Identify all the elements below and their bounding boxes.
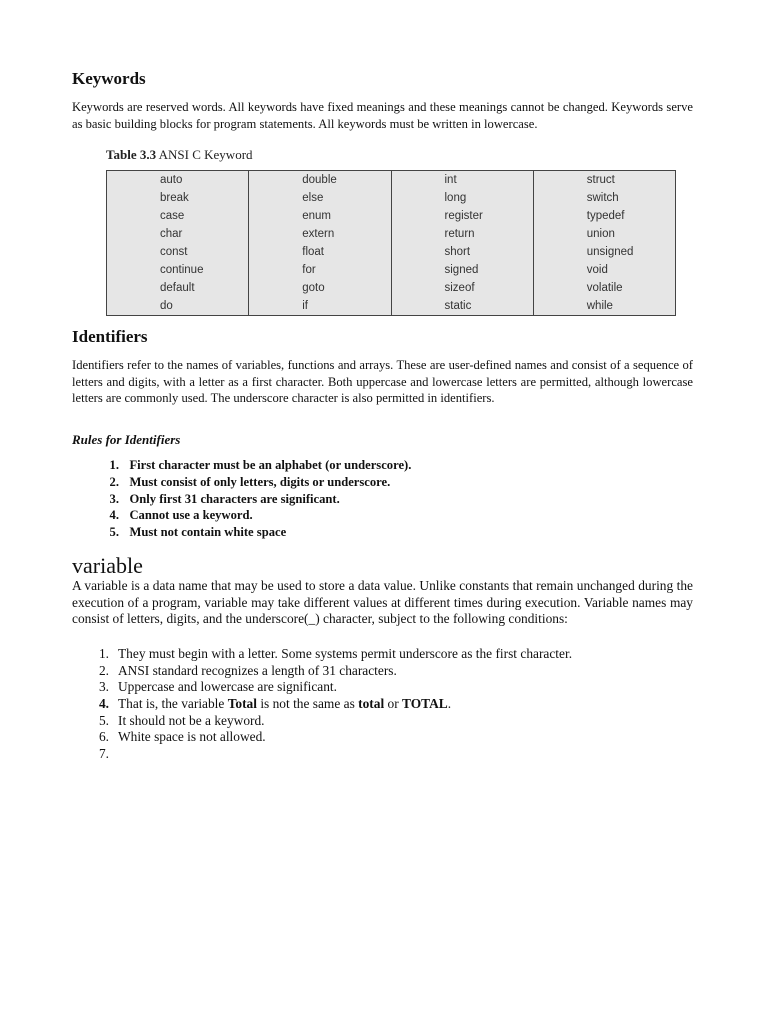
list-item: 3. Uppercase and lowercase are significant.: [98, 679, 337, 695]
table-cell: float: [249, 243, 391, 261]
table-cell: else: [249, 189, 391, 207]
rules-list: [72, 457, 411, 541]
table-cell: break: [107, 189, 249, 207]
table-cell: auto: [107, 171, 249, 190]
table-cell: if: [249, 297, 391, 316]
table-cell: return: [391, 225, 533, 243]
rules-heading: Rules for Identifiers: [72, 432, 181, 447]
table-row: [107, 189, 676, 207]
conditions-list: [72, 646, 572, 763]
table-cell: void: [533, 261, 675, 279]
table-cell: sizeof: [391, 279, 533, 297]
table-cell: short: [391, 243, 533, 261]
table-row: [107, 225, 676, 243]
table-cell: default: [107, 279, 249, 297]
table-cell: double: [249, 171, 391, 190]
table-row: [107, 297, 676, 316]
list-item: 4. Cannot use a keyword.: [109, 508, 253, 523]
table-cell: goto: [249, 279, 391, 297]
table-cell: long: [391, 189, 533, 207]
table-cell: const: [107, 243, 249, 261]
table-caption-title: ANSI C Keyword: [158, 147, 253, 162]
list-item: 3. Only first 31 characters are significant.: [109, 491, 340, 506]
table-cell: volatile: [533, 279, 675, 297]
table-cell: char: [107, 225, 249, 243]
list-item: 4. That is, the variable Total is not the same as total or TOTAL.: [98, 696, 452, 712]
list-item: 5. It should not be a keyword.: [98, 712, 265, 728]
table-row: [107, 207, 676, 225]
table-cell: struct: [533, 171, 675, 190]
table-cell: register: [391, 207, 533, 225]
table-cell: case: [107, 207, 249, 225]
identifiers-heading: Identifiers: [72, 327, 148, 346]
list-item: 7.: [98, 746, 109, 762]
table-cell: signed: [391, 261, 533, 279]
table-caption-label: Table 3.3: [106, 147, 157, 162]
table-row: [107, 279, 676, 297]
identifiers-paragraph: Identifiers refer to the names of variables, functions and arrays. These are user-defined names and consist of a sequence of letters and digits, with a letter as a first character. Both uppercase and lowercase letters are permitted, although lowercase letters are commonly used. The underscore character is also permitted in identifiers.: [72, 358, 693, 405]
table-cell: extern: [249, 225, 391, 243]
table-cell: enum: [249, 207, 391, 225]
keywords-heading: Keywords: [72, 69, 146, 88]
list-item: 5. Must not contain white space: [109, 525, 287, 540]
table-row: [107, 261, 676, 279]
list-item: 2. ANSI standard recognizes a length of 31 characters.: [98, 662, 397, 678]
table-cell: typedef: [533, 207, 675, 225]
table-cell: continue: [107, 261, 249, 279]
table-cell: static: [391, 297, 533, 316]
table-cell: switch: [533, 189, 675, 207]
table-row: [107, 171, 676, 190]
keyword-table: [106, 170, 676, 316]
list-item: 2. Must consist of only letters, digits or underscore.: [109, 474, 391, 489]
list-item: 1. They must begin with a letter. Some systems permit underscore as the first character.: [98, 646, 573, 661]
table-cell: do: [107, 297, 249, 316]
variable-heading: variable: [72, 553, 143, 578]
table-row: [107, 243, 676, 261]
table-caption: [106, 147, 253, 163]
variable-paragraph: A variable is a data name that may be used to store a data value. Unlike constants that remain unchanged during the execution of a program, variable may take different values at different times during execution. Variable names may consist of letters, digits, and the underscore(_) character, subject to the following conditions:: [72, 578, 693, 627]
list-item: 6. White space is not allowed.: [98, 729, 266, 745]
list-item: 1. First character must be an alphabet (or underscore).: [109, 458, 412, 472]
keywords-paragraph: Keywords are reserved words. All keywords have fixed meanings and these meanings cannot be changed. Keywords serve as basic building blocks for program statements. All keywords must be written in lowercase.: [72, 100, 693, 131]
table-cell: int: [391, 171, 533, 190]
table-cell: while: [533, 297, 675, 316]
table-cell: unsigned: [533, 243, 675, 261]
keyword-table-body: [107, 171, 676, 316]
table-cell: union: [533, 225, 675, 243]
table-cell: for: [249, 261, 391, 279]
